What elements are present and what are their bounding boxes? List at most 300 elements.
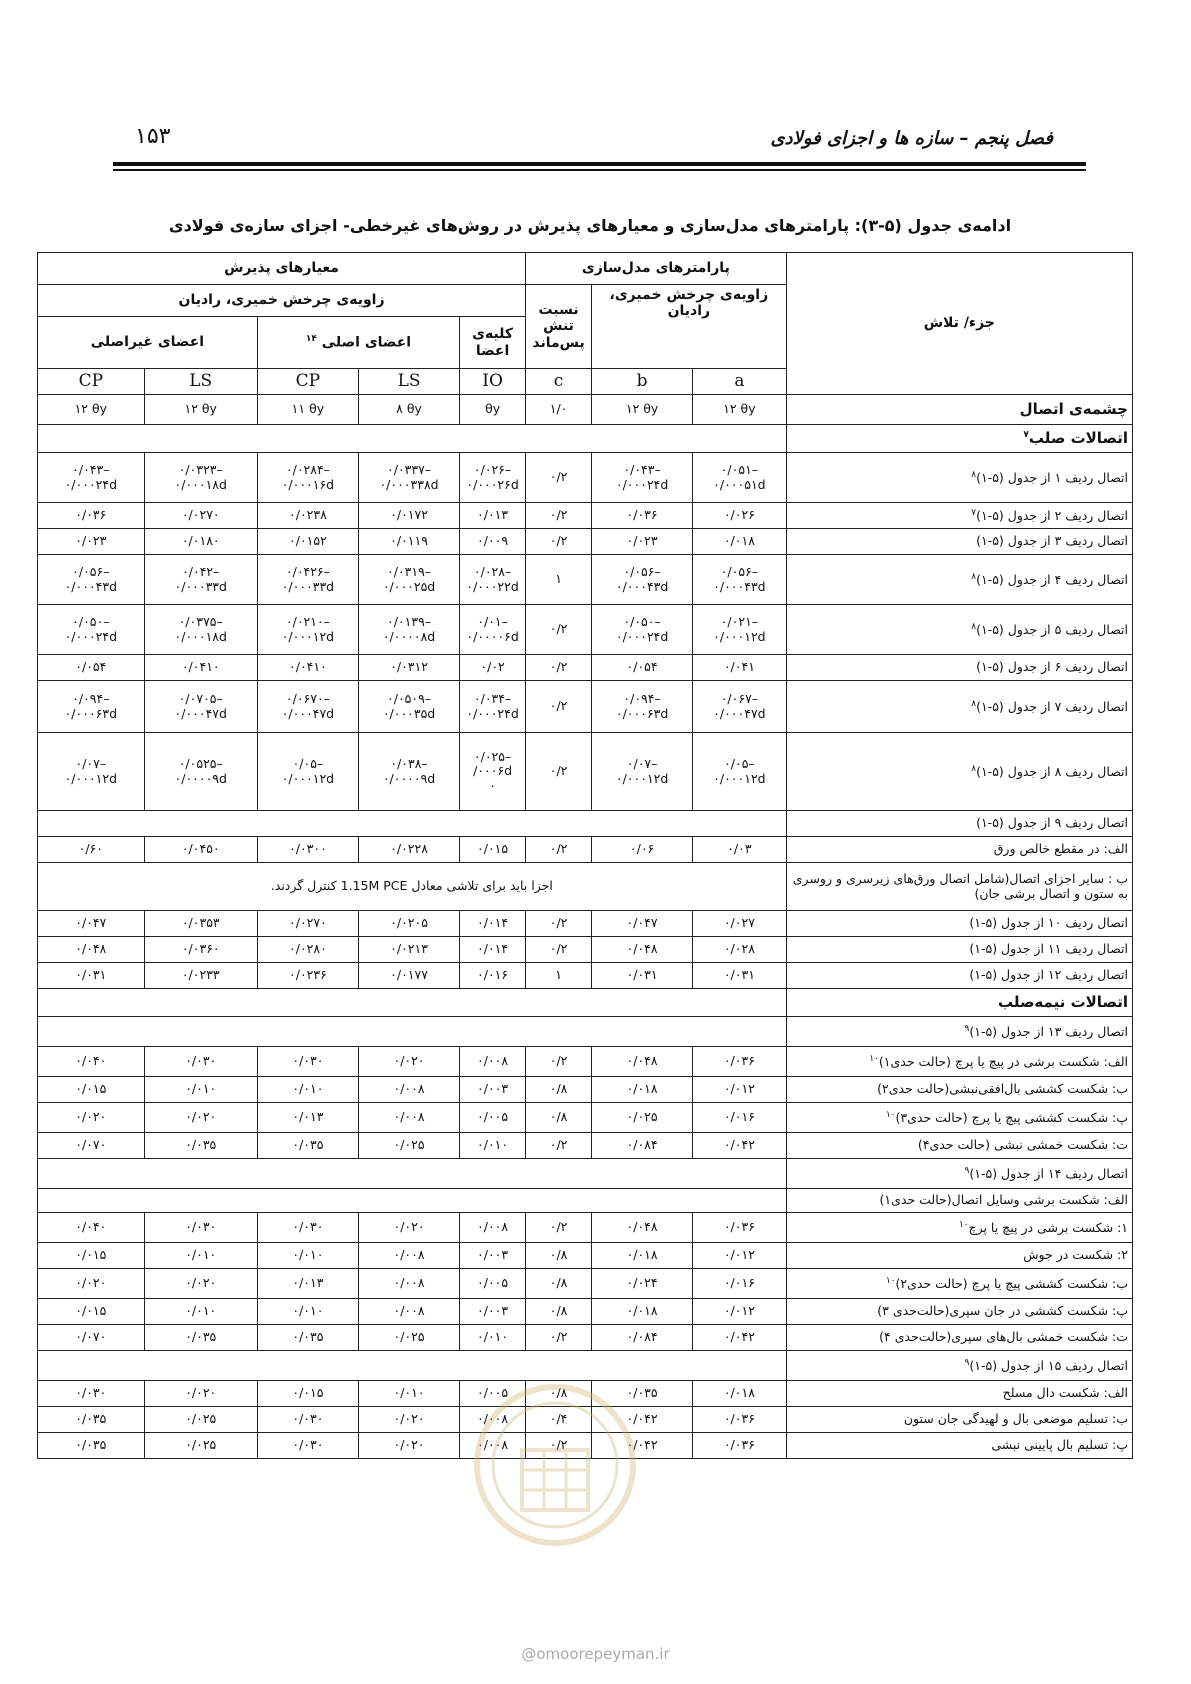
cell-a: ۰/۰۳۱ <box>693 963 786 989</box>
cell-cp-p: ۰/۰۱۰ <box>257 1243 358 1269</box>
cell-cp-p <box>257 681 358 733</box>
row-label-text: ۱: شکست برشی در پیچ یا پرچ <box>968 1219 1128 1235</box>
panel-zone-a: ۱۲ θy <box>693 395 786 425</box>
table-row <box>38 1407 1133 1433</box>
cell-line: ۰/۰۰۰۰۹d <box>382 770 436 786</box>
cell-a: ۰/۰۳۶ <box>693 1213 786 1243</box>
cell-line: ۰/۰۵۶– <box>72 564 110 580</box>
cell-io: ۰/۰۰۹ <box>460 529 526 555</box>
cell-line: ۰ <box>489 777 496 793</box>
cell-cp-s: ۰/۰۱۵ <box>38 1243 145 1269</box>
cell-ls-p <box>358 555 459 605</box>
cell-cp-s <box>38 733 145 811</box>
cell-c: ۰/۲ <box>526 837 592 863</box>
header-col-ls-secondary: LS <box>144 369 257 395</box>
table-row <box>38 811 1133 837</box>
cell-line: ۰/۰۰۰۳۵d <box>382 705 436 721</box>
cell-b: ۰/۰۳۱ <box>592 963 693 989</box>
header-col-a: a <box>693 369 786 395</box>
row-label <box>786 1381 1132 1407</box>
cell-ls-p: ۰/۰۱۷۲ <box>358 503 459 529</box>
row-label-text: الف: شکست دال مسلح <box>1002 1385 1128 1401</box>
header-acceptance-criteria: معیارهای پذیرش <box>38 253 526 285</box>
cell-io: ۰/۰۱۶ <box>460 963 526 989</box>
cell-ls-s <box>144 733 257 811</box>
row-label-text: اتصال ردیف ۱ از جدول (۵-۱) <box>976 469 1128 485</box>
cell-line: ۰/۰۲۸۴– <box>285 462 330 478</box>
cell-io <box>460 453 526 503</box>
cell-cp-p <box>257 453 358 503</box>
row-label-text: اتصال ردیف ۹ از جدول (۵-۱) <box>976 815 1128 831</box>
row-footnote: ۹ <box>964 1357 970 1368</box>
row-label <box>786 555 1132 605</box>
row-label <box>786 655 1132 681</box>
table-row <box>38 655 1133 681</box>
cell-b: ۰/۰۴۸ <box>592 937 693 963</box>
cell-line: ۰/۰۲۵– <box>473 748 512 764</box>
row-footnote: ۹ <box>964 1165 970 1176</box>
cell-line: ۰/۰۰۰۱۶d <box>281 476 335 492</box>
cell-b: ۰/۰۵۴ <box>592 655 693 681</box>
row-label <box>786 1407 1132 1433</box>
cell-a <box>693 555 786 605</box>
row-label-text: ب : سایر اجزای اتصال(شامل اتصال ورق‌های زیرسری و روسری به ستون و اتصال برشی جان) <box>792 871 1128 901</box>
table-row <box>38 963 1133 989</box>
cell-ls-s <box>144 605 257 655</box>
cell-cp-p: ۰/۰۲۸۰ <box>257 937 358 963</box>
cell-b: ۰/۰۳۵ <box>592 1381 693 1407</box>
cell-line: ۰/۰۵۶– <box>720 564 759 580</box>
cell-c: ۰/۲ <box>526 1433 592 1459</box>
table-row <box>38 733 1133 811</box>
cell-line: ۰/۰۲۸– <box>473 564 512 580</box>
row-label-text: الف: در مقطع خالص ورق <box>993 841 1128 857</box>
cell-line: ۰/۰۰۰۴۳d <box>64 578 118 594</box>
cell-line: ۰/۰۳۷۵– <box>178 614 223 630</box>
row-blank <box>38 1189 787 1213</box>
cell-line: ۰/۰۰۰۱۸d <box>174 628 227 644</box>
cell-cp-s: ۰/۰۱۵ <box>38 1077 145 1103</box>
cell-line: ۰/۰۶۷۰– <box>285 691 330 707</box>
cell-ls-s: ۰/۰۱۰ <box>144 1243 257 1269</box>
header-rule-thick <box>113 162 1086 166</box>
cell-ls-p: ۰/۰۲۵ <box>358 1325 459 1351</box>
row-label <box>786 911 1132 937</box>
row-label <box>786 1213 1132 1243</box>
table-row <box>38 989 1133 1017</box>
row-label <box>786 937 1132 963</box>
panel-zone-cp-secondary: ۱۲ θy <box>38 395 145 425</box>
cell-ls-p <box>358 681 459 733</box>
row-label <box>786 1103 1132 1133</box>
cell-cp-p: ۰/۰۱۳ <box>257 1269 358 1299</box>
row-label <box>786 1325 1132 1351</box>
cell-line: ۰/۰۰۰۳۳d <box>281 578 335 594</box>
row-label-text: پ: شکست کششی در جان سپری(حالت‌حدی ۳) <box>877 1303 1128 1319</box>
cell-ls-s: ۰/۰۱۰ <box>144 1077 257 1103</box>
cell-io: ۰/۰۲ <box>460 655 526 681</box>
header-col-cp-primary: CP <box>257 369 358 395</box>
cell-b: ۰/۰۸۴ <box>592 1325 693 1351</box>
cell-io: ۰/۰۱۳ <box>460 503 526 529</box>
row-label-text: پ: شکست کششی پیچ یا پرچ (حالت حدی۳) <box>895 1109 1128 1125</box>
table-row <box>38 911 1133 937</box>
cell-line: ۰/۰۲۱۰– <box>285 614 330 630</box>
cell-ls-p <box>358 733 459 811</box>
cell-c: ۰/۸ <box>526 1269 592 1299</box>
cell-c: ۰/۸ <box>526 1103 592 1133</box>
cell-cp-s: ۰/۰۷۰ <box>38 1325 145 1351</box>
row-label <box>786 863 1132 911</box>
cell-line: ۰/۰۴۲۶– <box>285 564 330 580</box>
row-label <box>786 1269 1132 1299</box>
cell-b: ۰/۰۲۴ <box>592 1269 693 1299</box>
cell-line: ۰/۰۰۰۰۶d <box>466 628 519 644</box>
cell-cp-s: ۰/۰۴۰ <box>38 1047 145 1077</box>
cell-line: ۰/۰۰۰۶۳d <box>615 705 669 721</box>
cell-ls-s: ۰/۰۲۰ <box>144 1269 257 1299</box>
cell-line: ۰/۰۰۰۱۸d <box>174 476 227 492</box>
row-label-text: اتصال ردیف ۲ از جدول (۵-۱) <box>976 507 1128 523</box>
cell-b: ۰/۰۱۸ <box>592 1299 693 1325</box>
cell-line: ۰/۰۰۰۳۳d <box>174 578 227 594</box>
row-footnote: ۸ <box>971 571 977 582</box>
cell-b <box>592 555 693 605</box>
row-label <box>786 1299 1132 1325</box>
row-label <box>786 1159 1132 1189</box>
cell-line: ۰/۰۰۰۴۷d <box>281 705 335 721</box>
cell-a: ۰/۰۳۶ <box>693 1047 786 1077</box>
cell-line: ۰/۰۰۰۴۳d <box>713 578 766 594</box>
cell-a <box>693 605 786 655</box>
table-row <box>38 605 1133 655</box>
table-row <box>38 1189 1133 1213</box>
row-footnote: ۱۰ <box>958 1219 969 1230</box>
cell-cp-s: ۰/۰۲۰ <box>38 1269 145 1299</box>
cell-line: ۰/۰۰۰۱۲d <box>64 770 118 786</box>
row-label-text: اتصال ردیف ۸ از جدول (۵-۱) <box>976 763 1128 779</box>
cell-ls-p: ۰/۰۲۱۳ <box>358 937 459 963</box>
cell-a: ۰/۰۲۶ <box>693 503 786 529</box>
cell-a: ۰/۰۱۸ <box>693 1381 786 1407</box>
cell-line: ۰/۰۵۲۵– <box>178 756 223 772</box>
cell-ls-p: ۰/۰۰۸ <box>358 1077 459 1103</box>
cell-cp-s: ۰/۶۰ <box>38 837 145 863</box>
cell-ls-p: ۰/۰۲۰ <box>358 1433 459 1459</box>
cell-c: ۰/۲ <box>526 937 592 963</box>
cell-line: ۰/۰۴۳– <box>72 462 110 478</box>
cell-a: ۰/۰۱۲ <box>693 1299 786 1325</box>
cell-b <box>592 681 693 733</box>
header-col-b: b <box>592 369 693 395</box>
row-label-text: اتصال ردیف ۴ از جدول (۵-۱) <box>976 571 1128 587</box>
row-label <box>786 1077 1132 1103</box>
row-label-text: اتصال ردیف ۱۱ از جدول (۵-۱) <box>969 941 1128 957</box>
cell-line: ۰/۰۳۲۳– <box>178 462 223 478</box>
cell-line: ۰/۰۵۰– <box>72 614 110 630</box>
cell-ls-s: ۰/۰۳۶۰ <box>144 937 257 963</box>
table-row <box>38 1325 1133 1351</box>
cell-ls-s: ۰/۰۳۰ <box>144 1213 257 1243</box>
cell-ls-s: ۰/۰۳۰ <box>144 1047 257 1077</box>
cell-ls-s: ۰/۰۱۸۰ <box>144 529 257 555</box>
cell-line: ۰/۰۰۰۲۴d <box>466 705 519 721</box>
cell-io: ۰/۰۰۵ <box>460 1269 526 1299</box>
row-blank <box>38 1017 787 1047</box>
cell-line: ۰/۰۶۷– <box>720 691 759 707</box>
table-row <box>38 1269 1133 1299</box>
table-row <box>38 503 1133 529</box>
cell-line: ۰/۰۳۴– <box>473 691 512 707</box>
cell-line: ۰/۰۰۰۲۶d <box>466 476 519 492</box>
header-all-members: کلیه‌ی اعضا <box>460 317 526 369</box>
cell-cp-p: ۰/۰۱۳ <box>257 1103 358 1133</box>
section-rigid-label: اتصالات صلب <box>1028 428 1128 447</box>
section-rigid <box>786 425 1132 453</box>
cell-cp-s: ۰/۰۷۰ <box>38 1133 145 1159</box>
row-label-text: ت: شکست خمشی نبشی (حالت حدی۴) <box>917 1137 1128 1153</box>
cell-cp-p: ۰/۰۳۵ <box>257 1325 358 1351</box>
cell-b <box>592 733 693 811</box>
row-label <box>786 963 1132 989</box>
table-row <box>38 681 1133 733</box>
cell-c: ۱ <box>526 555 592 605</box>
cell-ls-p: ۰/۰۱۰ <box>358 1381 459 1407</box>
header-primary-members <box>257 317 459 369</box>
cell-cp-p <box>257 733 358 811</box>
cell-ls-s: ۰/۰۲۷۰ <box>144 503 257 529</box>
cell-cp-p: ۰/۰۳۵ <box>257 1133 358 1159</box>
row-footnote: ۸ <box>971 763 977 774</box>
table-row <box>38 1433 1133 1459</box>
table-row <box>38 1299 1133 1325</box>
cell-b: ۰/۰۲۳ <box>592 529 693 555</box>
cell-ls-p: ۰/۰۱۱۹ <box>358 529 459 555</box>
website-watermark: @omoorepeyman.ir <box>521 1645 670 1663</box>
cell-line: ۰/۰۰۰۱۲d <box>713 628 766 644</box>
cell-line: ۰/۰۰۰۲۲d <box>466 578 519 594</box>
cell-c: ۰/۲ <box>526 529 592 555</box>
cell-c: ۰/۲ <box>526 1133 592 1159</box>
cell-ls-s: ۰/۰۲۰ <box>144 1103 257 1133</box>
cell-line: ۰/۰۰۰۴۷d <box>174 705 227 721</box>
cell-io: ۰/۰۰۳ <box>460 1077 526 1103</box>
cell-line: ۰/۰۰۰۲۴d <box>615 628 669 644</box>
panel-zone-label: چشمه‌ی اتصال <box>786 395 1132 425</box>
cell-line: ۰/۰۲۱– <box>720 614 759 630</box>
cell-line: ۰/۰۱– <box>477 614 508 630</box>
header-col-cp-secondary: CP <box>38 369 145 395</box>
cell-a: ۰/۰۲۷ <box>693 911 786 937</box>
row-label-text: اتصال ردیف ۱۳ از جدول (۵-۱) <box>969 1023 1128 1039</box>
cell-line: ۰/۰۵– <box>292 756 324 772</box>
cell-b: ۰/۰۶ <box>592 837 693 863</box>
cell-cp-p: ۰/۰۳۰ <box>257 1047 358 1077</box>
row-footnote: ۱۰ <box>885 1275 896 1286</box>
cell-c: ۰/۲ <box>526 503 592 529</box>
row-label <box>786 1189 1132 1213</box>
header-primary-label: اعضای اصلی <box>321 334 412 351</box>
cell-line: ۰/۰۵– <box>724 756 755 772</box>
cell-cp-s <box>38 555 145 605</box>
cell-cp-p: ۰/۰۳۰ <box>257 1433 358 1459</box>
header-col-io: IO <box>460 369 526 395</box>
cell-ls-p: ۰/۰۲۲۸ <box>358 837 459 863</box>
table-row <box>38 1077 1133 1103</box>
row-label-text: ب: شکست کششی پیچ یا پرچ (حالت حدی۲) <box>895 1275 1128 1291</box>
row-label <box>786 1243 1132 1269</box>
header-primary-footnote: ۱۴ <box>305 334 317 345</box>
cell-cp-p: ۰/۰۲۷۰ <box>257 911 358 937</box>
cell-a: ۰/۰۳ <box>693 837 786 863</box>
cell-a: ۰/۰۱۸ <box>693 529 786 555</box>
row-label <box>786 837 1132 863</box>
cell-a: ۰/۰۲۸ <box>693 937 786 963</box>
cell-line: ۰/۰۷۰۵– <box>178 691 223 707</box>
table-row <box>38 529 1133 555</box>
cell-c: ۰/۲ <box>526 655 592 681</box>
row-label-text: اتصال ردیف ۱۲ از جدول (۵-۱) <box>969 967 1128 983</box>
cell-line: ۰/۰۵۰– <box>623 614 661 630</box>
table-row <box>38 837 1133 863</box>
row-blank <box>38 1351 787 1381</box>
cell-cp-s: ۰/۰۳۱ <box>38 963 145 989</box>
cell-io: ۰/۰۱۴ <box>460 937 526 963</box>
row-label <box>786 453 1132 503</box>
chapter-header: فصل پنجم – سازه ها و اجزای فولادی <box>770 128 1053 149</box>
row-label-text: اتصال ردیف ۷ از جدول (۵-۱) <box>976 698 1128 714</box>
cell-ls-s <box>144 555 257 605</box>
cell-a <box>693 453 786 503</box>
table-row <box>38 1017 1133 1047</box>
cell-io: ۰/۰۰۸ <box>460 1213 526 1243</box>
cell-ls-p: ۰/۰۲۵ <box>358 1133 459 1159</box>
cell-cp-s: ۰/۰۳۵ <box>38 1433 145 1459</box>
row-label <box>786 733 1132 811</box>
cell-b <box>592 605 693 655</box>
cell-cp-p: ۰/۰۳۰ <box>257 1407 358 1433</box>
cell-ls-s: ۰/۰۳۵ <box>144 1325 257 1351</box>
cell-b: ۰/۰۴۸ <box>592 1213 693 1243</box>
cell-a: ۰/۰۱۶ <box>693 1103 786 1133</box>
cell-b: ۰/۰۴۲ <box>592 1433 693 1459</box>
cell-a: ۰/۰۱۲ <box>693 1077 786 1103</box>
cell-io <box>460 733 526 811</box>
cell-ls-p: ۰/۰۰۸ <box>358 1243 459 1269</box>
section-blank <box>38 989 787 1017</box>
cell-cp-p: ۰/۰۱۵ <box>257 1381 358 1407</box>
row-label-text: اتصال ردیف ۱۴ از جدول (۵-۱) <box>969 1165 1128 1181</box>
table-row <box>38 1243 1133 1269</box>
table-row <box>38 1159 1133 1189</box>
cell-line: ۰/۰۱۳۹– <box>387 614 432 630</box>
header-component: جزء/ تلاش <box>786 253 1132 395</box>
table-row <box>38 863 1133 911</box>
cell-a <box>693 681 786 733</box>
cell-io: ۰/۰۰۳ <box>460 1299 526 1325</box>
cell-line: ۰/۰۵۱– <box>720 462 759 478</box>
row-label-text: اتصال ردیف ۶ از جدول (۵-۱) <box>976 659 1128 675</box>
row-footnote: ۸ <box>971 469 977 480</box>
cell-line: ۰/۰۰۰۰۹d <box>174 770 227 786</box>
cell-line: ۰/۰۰۰۰۸d <box>382 628 436 644</box>
cell-line: ۰/۰۳۸– <box>390 756 428 772</box>
row-label-text: ب: شکست کششی بال‌افقی‌نبشی(حالت حدی۲) <box>877 1081 1128 1097</box>
header-rule-thin <box>113 169 1086 171</box>
cell-a: ۰/۰۴۲ <box>693 1325 786 1351</box>
cell-c: ۰/۴ <box>526 1407 592 1433</box>
section-semi-rigid: اتصالات نیمه‌صلب <box>786 989 1132 1017</box>
cell-b: ۰/۰۴۸ <box>592 1047 693 1077</box>
table-row <box>38 937 1133 963</box>
cell-cp-p: ۰/۰۳۰ <box>257 1213 358 1243</box>
cell-b: ۰/۰۲۵ <box>592 1103 693 1133</box>
cell-ls-p: ۰/۰۰۸ <box>358 1299 459 1325</box>
cell-io: ۰/۰۰۸ <box>460 1433 526 1459</box>
cell-line: ۰/۰۵۶– <box>623 564 661 580</box>
header-plastic-rotation-modeling: زاویه‌ی چرخش خمیری، رادیان <box>592 285 787 369</box>
cell-io: ۰/۰۰۵ <box>460 1103 526 1133</box>
cell-io: ۰/۰۰۸ <box>460 1407 526 1433</box>
cell-line: ۰/۰۰۰۲۴d <box>64 476 118 492</box>
row-label-text: ت: شکست خمشی بال‌های سپری(حالت‌حدی ۴) <box>879 1329 1128 1345</box>
row-note: اجزا باید برای تلاشی معادل 1.15M PCE کنترل گردند. <box>38 863 787 911</box>
cell-a: ۰/۰۴۱ <box>693 655 786 681</box>
cell-b: ۰/۰۱۸ <box>592 1077 693 1103</box>
row-footnote: ۱۰ <box>869 1053 879 1064</box>
page-number: ۱۵۳ <box>135 124 171 149</box>
row-label-text: اتصال ردیف ۳ از جدول (۵-۱) <box>976 533 1128 549</box>
table-row <box>38 1213 1133 1243</box>
cell-cp-p: ۰/۰۳۰۰ <box>257 837 358 863</box>
row-label-text: الف: شکست برشی در پیچ یا پرچ (حالت حدی۱) <box>878 1053 1128 1069</box>
row-label <box>786 1433 1132 1459</box>
cell-ls-s: ۰/۰۲۳۳ <box>144 963 257 989</box>
cell-io <box>460 605 526 655</box>
row-footnote: ۸ <box>971 698 977 709</box>
row-label-text: ۲: شکست در جوش <box>1023 1247 1128 1263</box>
cell-ls-p: ۰/۰۳۱۲ <box>358 655 459 681</box>
cell-ls-s <box>144 681 257 733</box>
cell-cp-p: ۰/۰۲۳۶ <box>257 963 358 989</box>
cell-ls-p: ۰/۰۱۷۷ <box>358 963 459 989</box>
table-title: ادامه‌ی جدول (۵-۳): پارامترهای مدل‌سازی و معیارهای پذیرش در روش‌های غیرخطی- اجزای سازه‌ی فولادی <box>168 216 1012 235</box>
cell-b: ۰/۰۴۲ <box>592 1407 693 1433</box>
cell-ls-p <box>358 453 459 503</box>
cell-io: ۰/۰۰۸ <box>460 1047 526 1077</box>
cell-c: ۰/۸ <box>526 1381 592 1407</box>
cell-line: /۰۰۰۶d <box>473 763 513 779</box>
cell-cp-p: ۰/۰۱۰ <box>257 1077 358 1103</box>
section-rigid-blank <box>38 425 787 453</box>
cell-line: ۰/۰۳۳۷– <box>387 462 432 478</box>
row-footnote: ۸ <box>971 621 977 632</box>
cell-ls-s <box>144 453 257 503</box>
cell-line: ۰/۰۰۰۲۴d <box>64 628 118 644</box>
header-plastic-rotation-acceptance: زاویه‌ی چرخش خمیری، رادیان <box>38 285 526 317</box>
cell-ls-s: ۰/۰۲۰ <box>144 1381 257 1407</box>
cell-c: ۱ <box>526 963 592 989</box>
row-label-text: پ: تسلیم بال پایینی نبشی <box>991 1437 1128 1453</box>
cell-c: ۰/۸ <box>526 1243 592 1269</box>
cell-ls-p: ۰/۰۲۰ <box>358 1047 459 1077</box>
cell-cp-s: ۰/۰۴۷ <box>38 911 145 937</box>
table-row <box>38 1351 1133 1381</box>
row-blank <box>38 1159 787 1189</box>
cell-c: ۰/۸ <box>526 1077 592 1103</box>
cell-cp-s: ۰/۰۱۵ <box>38 1299 145 1325</box>
cell-a: ۰/۰۱۶ <box>693 1269 786 1299</box>
